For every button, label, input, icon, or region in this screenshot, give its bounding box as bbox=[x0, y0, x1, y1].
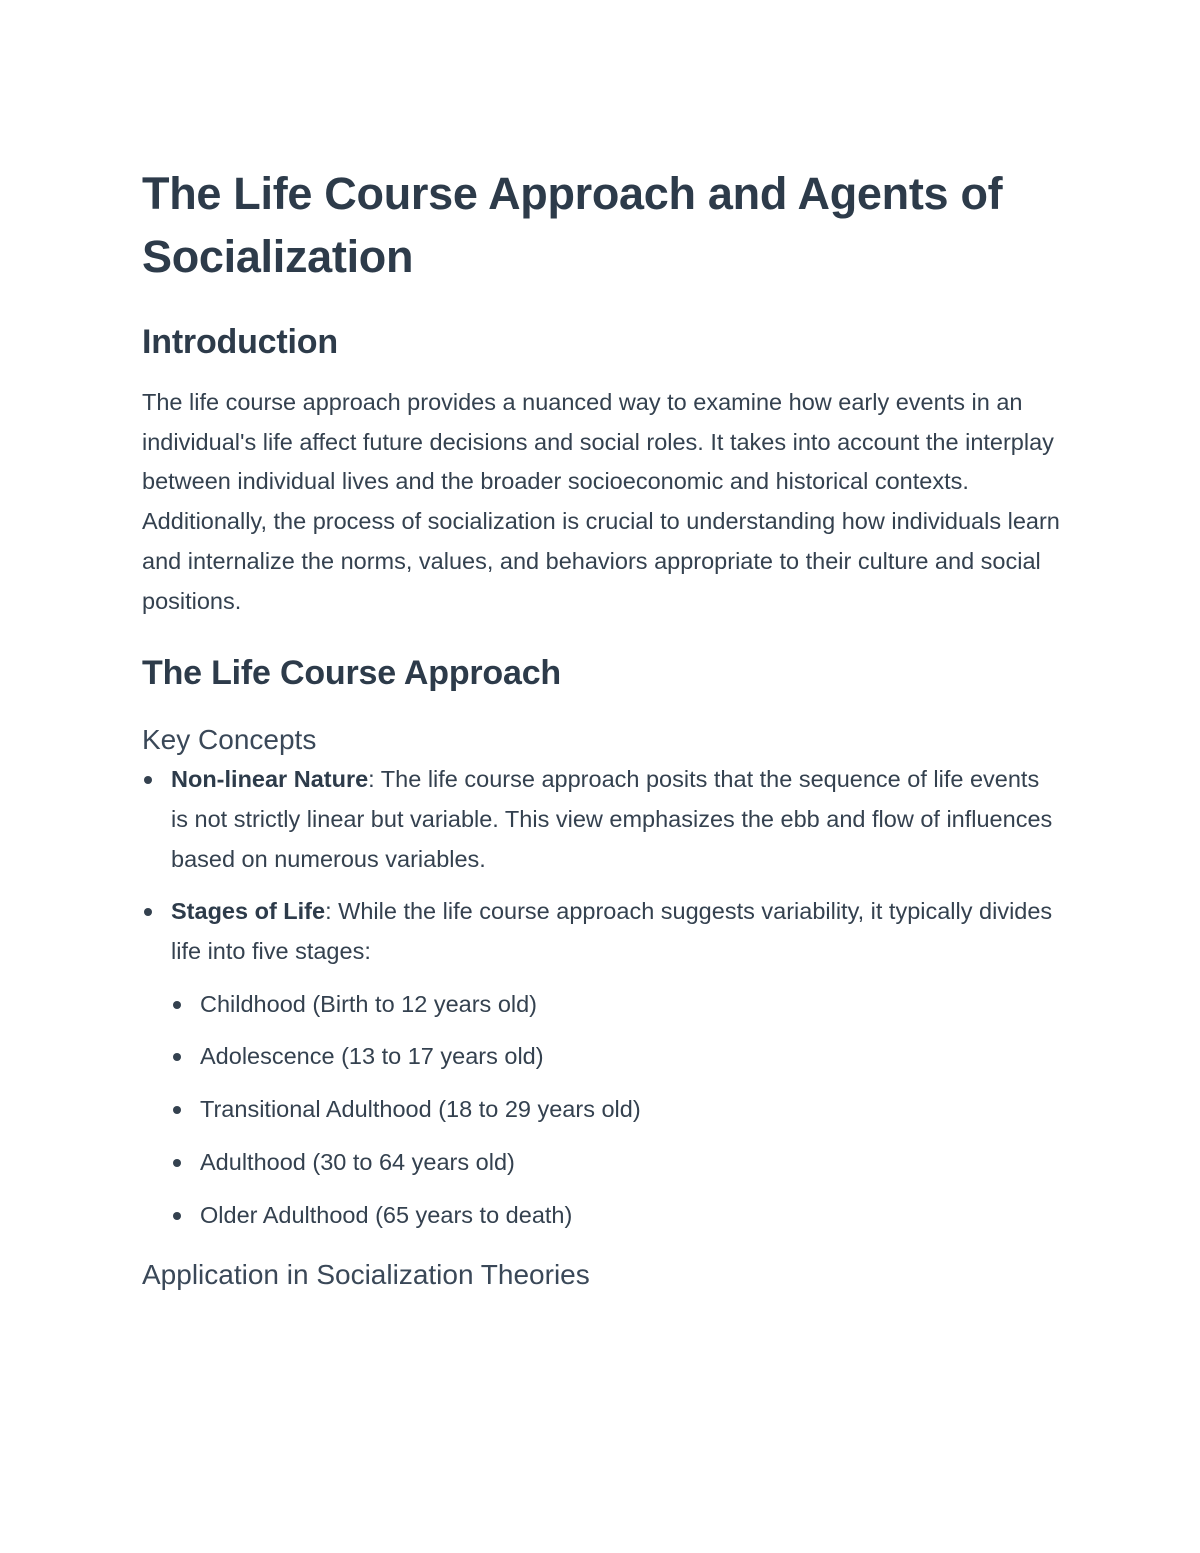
list-item bbox=[142, 760, 1062, 879]
list-item bbox=[142, 892, 1062, 1235]
concept-text: : While the life course approach suggests variability, it typically divides life into five stages: bbox=[171, 898, 1053, 965]
key-concepts-heading: Key Concepts bbox=[142, 724, 317, 756]
introduction-heading: Introduction bbox=[142, 323, 338, 361]
life-course-heading: The Life Course Approach bbox=[142, 654, 561, 693]
list-item: Childhood (Birth to 12 years old) bbox=[171, 985, 1062, 1025]
list-item: Adulthood (30 to 64 years old) bbox=[171, 1143, 1062, 1183]
document-page bbox=[142, 162, 1062, 1295]
stages-list bbox=[171, 985, 1062, 1236]
introduction-paragraph: The life course approach provides a nuanced way to examine how early events in an individual's life affect future decisions and social roles. It takes into account the interplay between individual lives and the broader socioeconomic and historical contexts. Additionally, the process of socialization is crucial to understanding how individuals learn and internalize the norms, values, and behaviors appropriate to their culture and social positions. bbox=[142, 389, 1060, 614]
key-concepts-list bbox=[142, 760, 1062, 1235]
list-item: Transitional Adulthood (18 to 29 years old) bbox=[171, 1090, 1062, 1130]
concept-term: Non-linear Nature bbox=[171, 766, 369, 793]
list-item: Older Adulthood (65 years to death) bbox=[171, 1196, 1062, 1236]
concept-text: : The life course approach posits that the sequence of life events is not strictly linear but variable. This view emphasizes the ebb and flow of influences based on numerous variables. bbox=[171, 766, 1053, 872]
list-item: Adolescence (13 to 17 years old) bbox=[171, 1037, 1062, 1077]
application-heading: Application in Socialization Theories bbox=[142, 1259, 590, 1291]
document-title: The Life Course Approach and Agents of Socialization bbox=[142, 168, 1003, 282]
concept-term: Stages of Life bbox=[171, 898, 326, 925]
